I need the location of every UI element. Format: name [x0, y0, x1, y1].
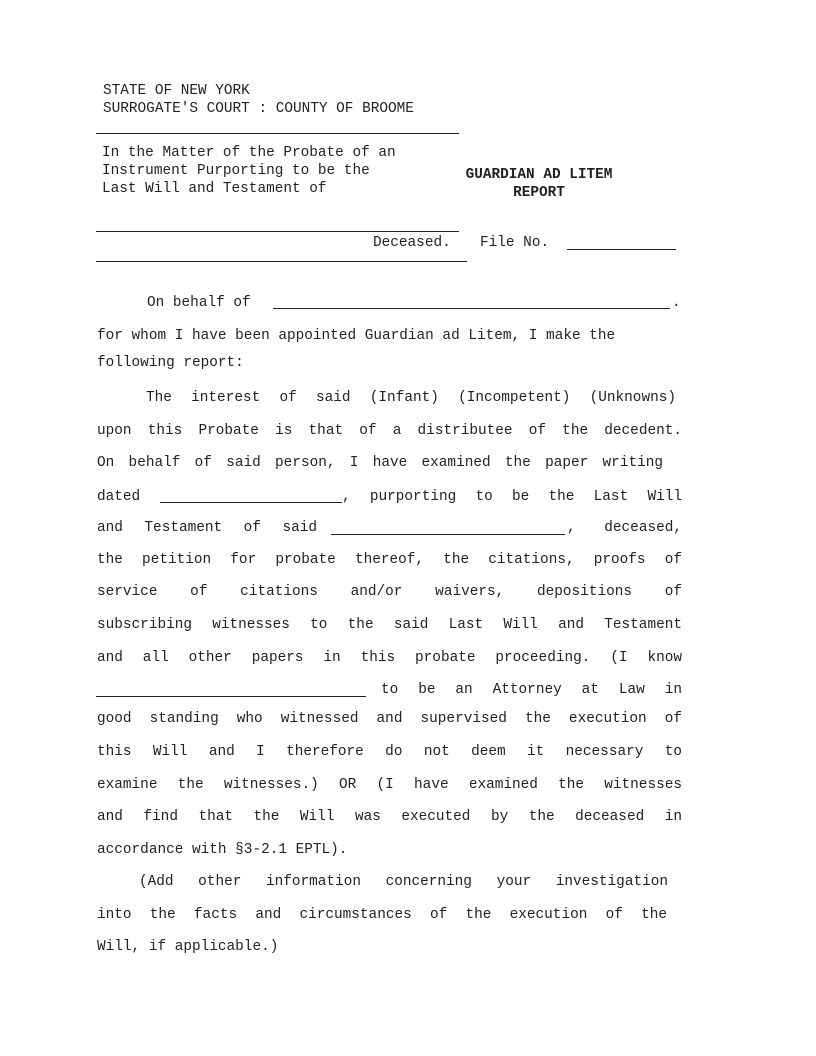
attorney-suffix: to be an Attorney at Law in	[381, 682, 682, 698]
service-line: service of citations and/or waivers, depositions of	[97, 584, 682, 600]
add-info-line-2: into the facts and circumstances of the execution of the	[97, 907, 667, 923]
interest-line-1: The interest of said (Infant) (Incompetent) (Unknowns)	[146, 390, 676, 406]
add-info-line-1: (Add other information concerning your investigation	[139, 874, 668, 890]
interest-line-2: upon this Probate is that of a distributee of the decedent.	[97, 423, 682, 439]
appointed-line-1: for whom I have been appointed Guardian ad Litem, I make the	[97, 328, 616, 344]
good-standing-line: good standing who witnessed and supervised the execution of	[97, 711, 682, 727]
file-no-blank[interactable]	[567, 249, 676, 250]
subscribing-line: subscribing witnesses to the said Last Will and Testament	[97, 617, 682, 633]
state-heading: STATE OF NEW YORK	[103, 83, 250, 99]
caption-top-rule	[96, 133, 459, 134]
behalf-prefix: On behalf of	[147, 295, 251, 311]
dated-suffix: , purporting to be the Last Will	[342, 489, 682, 505]
this-will-line: this Will and I therefore do not deem it necessary to	[97, 744, 682, 760]
appointed-line-2: following report:	[97, 355, 244, 371]
testament-prefix: and Testament of said	[97, 520, 317, 536]
matter-line-2: Instrument Purporting to be the	[102, 163, 370, 179]
will-date-blank[interactable]	[160, 502, 342, 503]
matter-line-1: In the Matter of the Probate of an	[102, 145, 396, 161]
decedent-name-rule[interactable]	[96, 231, 459, 232]
interest-line-3: On behalf of said person, I have examined the paper writing	[97, 455, 663, 471]
petition-line: the petition for probate thereof, the citations, proofs of	[97, 552, 682, 568]
caption-bottom-rule	[96, 261, 467, 262]
find-line: and find that the Will was executed by the deceased in	[97, 809, 682, 825]
deceased-label: Deceased.	[373, 235, 451, 251]
attorney-name-blank[interactable]	[96, 696, 366, 697]
matter-line-3: Last Will and Testament of	[102, 181, 327, 197]
court-heading: SURROGATE'S COURT : COUNTY OF BROOME	[103, 101, 414, 117]
file-no-label: File No.	[480, 235, 550, 251]
examine-line: examine the witnesses.) OR (I have examined the witnesses	[97, 777, 682, 793]
report-title-line-1: GUARDIAN AD LITEM	[465, 167, 613, 183]
behalf-name-blank[interactable]	[273, 308, 670, 309]
report-title-line-2: REPORT	[513, 185, 565, 201]
dated-prefix: dated	[97, 489, 141, 505]
papers-line: and all other papers in this probate proceeding. (I know	[97, 650, 682, 666]
testator-name-blank[interactable]	[331, 534, 565, 535]
testament-suffix: , deceased,	[567, 520, 682, 536]
accordance-line: accordance with §3-2.1 EPTL).	[97, 842, 348, 858]
add-info-line-3: Will, if applicable.)	[97, 939, 279, 955]
behalf-suffix: .	[672, 295, 681, 311]
